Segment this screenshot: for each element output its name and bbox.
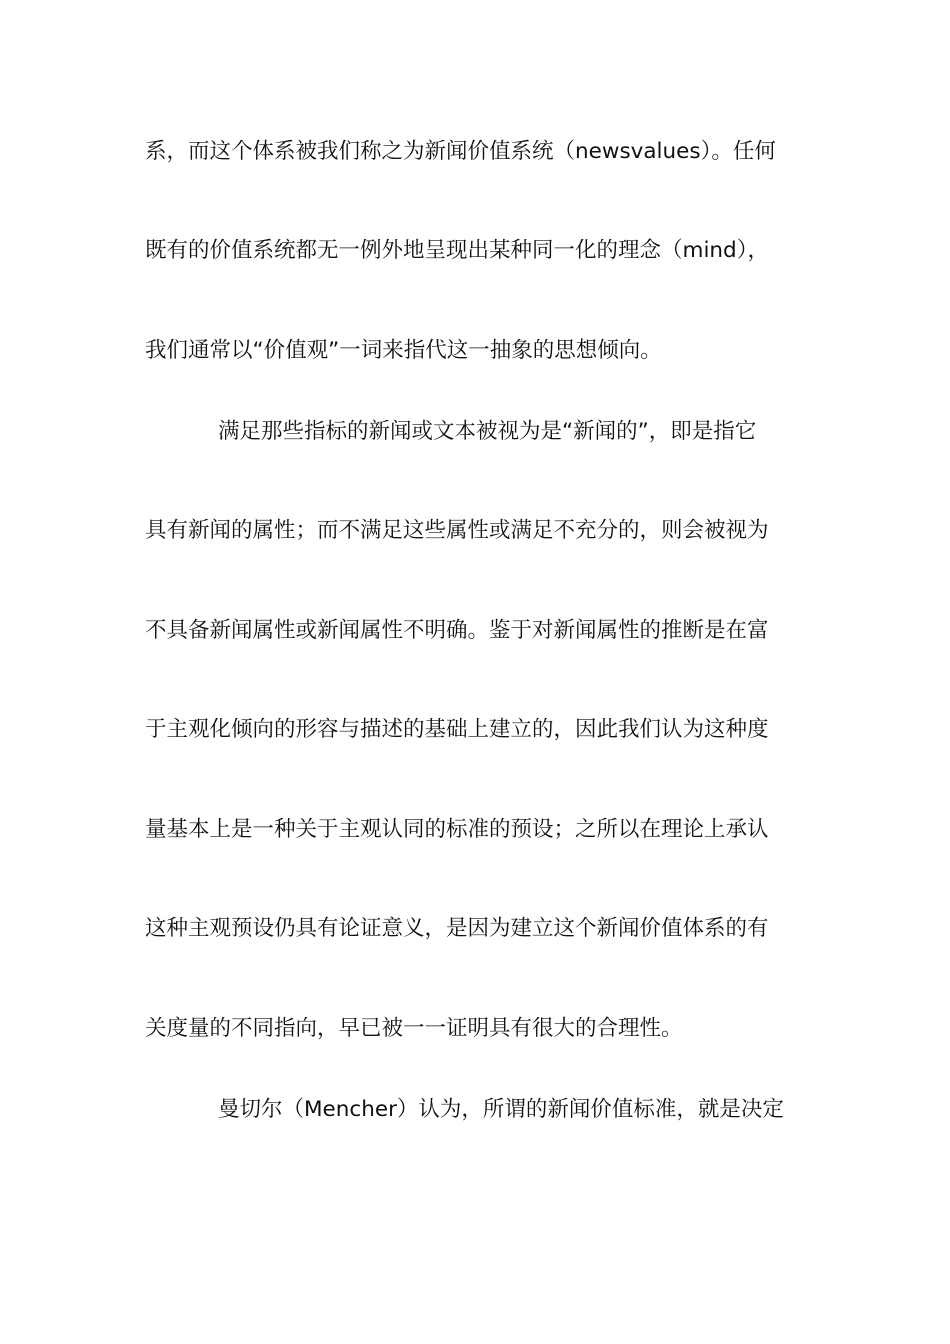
text-line: 量基本上是一种关于主观认同的标准的预设；之所以在理论上承认 bbox=[145, 817, 769, 842]
text-line: 我们通常以“价值观”一词来指代这一抽象的思想倾向。 bbox=[145, 338, 662, 363]
text-line: 具有新闻的属性；而不满足这些属性或满足不充分的，则会被视为 bbox=[145, 518, 769, 543]
paragraph-start-line: 满足那些指标的新闻或文本被视为是“新闻的”，即是指它 bbox=[218, 419, 757, 444]
text-line: 关度量的不同指向，早已被一一证明具有很大的合理性。 bbox=[145, 1016, 683, 1041]
text-line: 于主观化倾向的形容与描述的基础上建立的，因此我们认为这种度 bbox=[145, 717, 769, 742]
text-line: 这种主观预设仍具有论证意义，是因为建立这个新闻价值体系的有 bbox=[145, 916, 769, 941]
text-line: 不具备新闻属性或新闻属性不明确。鉴于对新闻属性的推断是在富 bbox=[145, 618, 769, 643]
text-line: 系，而这个体系被我们称之为新闻价值系统（newsvalues）。任何 bbox=[145, 139, 776, 164]
paragraph-start-line: 曼切尔（Mencher）认为，所谓的新闻价值标准，就是决定 bbox=[218, 1097, 784, 1122]
text-line: 既有的价值系统都无一例外地呈现出某种同一化的理念（mind）， bbox=[145, 238, 769, 263]
